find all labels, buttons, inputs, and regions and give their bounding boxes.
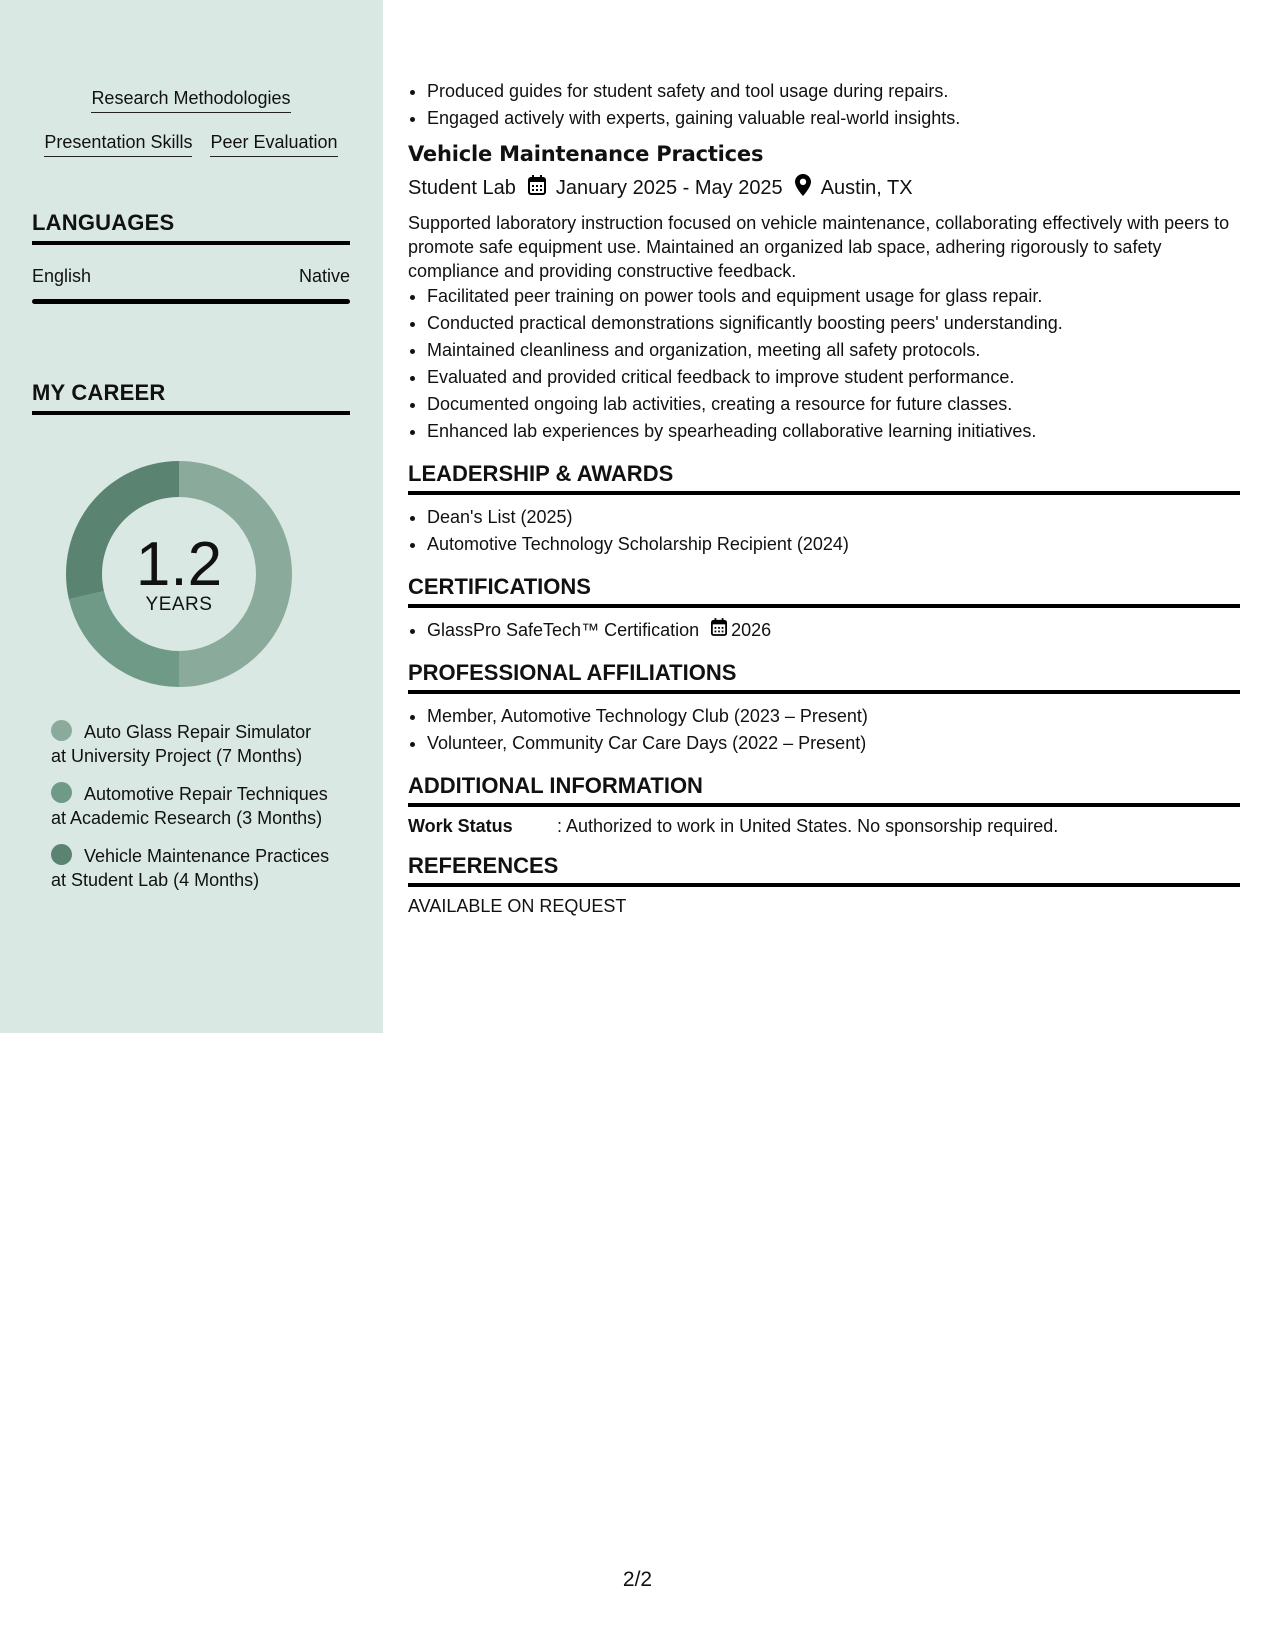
references-text: AVAILABLE ON REQUEST xyxy=(408,896,627,916)
language-level-bar xyxy=(32,299,350,304)
list-item: • Dean's List (2025) xyxy=(427,504,1240,531)
skill-tag: Research Methodologies xyxy=(91,86,290,113)
work-status-row xyxy=(408,816,1240,837)
page-number: 2/2 xyxy=(622,1568,653,1591)
job-meta xyxy=(408,174,1240,202)
certifications-list xyxy=(408,617,1240,644)
job-org: Student Lab xyxy=(408,176,516,199)
calendar-icon xyxy=(711,617,727,644)
career-unit: YEARS xyxy=(145,594,213,615)
previous-job-bullets xyxy=(408,78,1240,132)
location-pin-icon xyxy=(795,174,811,202)
language-name: English xyxy=(32,266,92,286)
certifications-heading: CERTIFICATIONS xyxy=(408,574,1240,608)
career-item xyxy=(51,720,331,768)
calendar-icon xyxy=(528,175,546,201)
languages-heading: LANGUAGES xyxy=(32,210,350,245)
career-dot-icon xyxy=(51,844,72,865)
career-item xyxy=(51,782,331,830)
job-dates: January 2025 - May 2025 xyxy=(555,176,783,199)
work-status-label: Work Status xyxy=(408,816,513,836)
career-total-years: 1.2 xyxy=(135,530,223,599)
list-item: • Facilitated peer training on power tools and equipment usage for glass repair. xyxy=(427,283,1240,310)
cert-year: 2026 xyxy=(731,620,772,640)
affiliations-list xyxy=(408,703,1240,757)
list-item: • Produced guides for student safety and tool usage during repairs. xyxy=(427,78,1240,105)
language-level: Native xyxy=(298,266,350,286)
skill-tag: Presentation Skills xyxy=(44,130,192,157)
list-item: • Documented ongoing lab activities, creating a resource for future classes. xyxy=(427,391,1240,418)
list-item: • Maintained cleanliness and organization, meeting all safety protocols. xyxy=(427,337,1240,364)
list-item: • Evaluated and provided critical feedback to improve student performance. xyxy=(427,364,1240,391)
career-list xyxy=(51,720,331,906)
career-dot-icon xyxy=(51,720,72,741)
career-heading: MY CAREER xyxy=(32,380,350,415)
additional-info-heading: ADDITIONAL INFORMATION xyxy=(408,773,1240,807)
list-item: • Volunteer, Community Car Care Days (2022 – Present) xyxy=(427,730,1240,757)
career-dot-icon xyxy=(51,782,72,803)
list-item: • Automotive Technology Scholarship Recipient (2024) xyxy=(427,531,1240,558)
list-item xyxy=(427,617,1240,644)
skill-tag: Peer Evaluation xyxy=(210,130,337,157)
career-item-text: Automotive Repair Techniques at Academic Research (3 Months) xyxy=(51,784,328,828)
affiliations-heading: PROFESSIONAL AFFILIATIONS xyxy=(408,660,1240,694)
career-item-text: Vehicle Maintenance Practices at Student Lab (4 Months) xyxy=(51,846,330,890)
list-item: • Engaged actively with experts, gaining valuable real-world insights. xyxy=(427,105,1240,132)
career-item xyxy=(51,844,331,892)
job-description: Supported laboratory instruction focused on vehicle maintenance, collaborating effectively with peers to promote safe equipment use. Maintained an organized lab space, adhering rigorously to safety compliance and providing constructive feedback. xyxy=(408,213,1230,281)
skills-section xyxy=(32,86,350,174)
list-item: • Member, Automotive Technology Club (2023 – Present) xyxy=(427,703,1240,730)
leadership-list xyxy=(408,504,1240,558)
list-item: • Conducted practical demonstrations significantly boosting peers' understanding. xyxy=(427,310,1240,337)
job-bullets xyxy=(408,283,1240,445)
main-content xyxy=(408,78,1240,917)
references-heading: REFERENCES xyxy=(408,853,1240,887)
language-row xyxy=(32,266,350,287)
job-location: Austin, TX xyxy=(820,176,913,199)
cert-name: • GlassPro SafeTech™ Certification xyxy=(427,620,700,640)
job-title: Vehicle Maintenance Practices xyxy=(408,142,764,166)
career-item-text: Auto Glass Repair Simulator at University Project (7 Months) xyxy=(51,722,312,766)
leadership-heading: LEADERSHIP & AWARDS xyxy=(408,461,1240,495)
list-item: • Enhanced lab experiences by spearheading collaborative learning initiatives. xyxy=(427,418,1240,445)
work-status-value: : Authorized to work in United States. No sponsorship required. xyxy=(557,816,1059,836)
